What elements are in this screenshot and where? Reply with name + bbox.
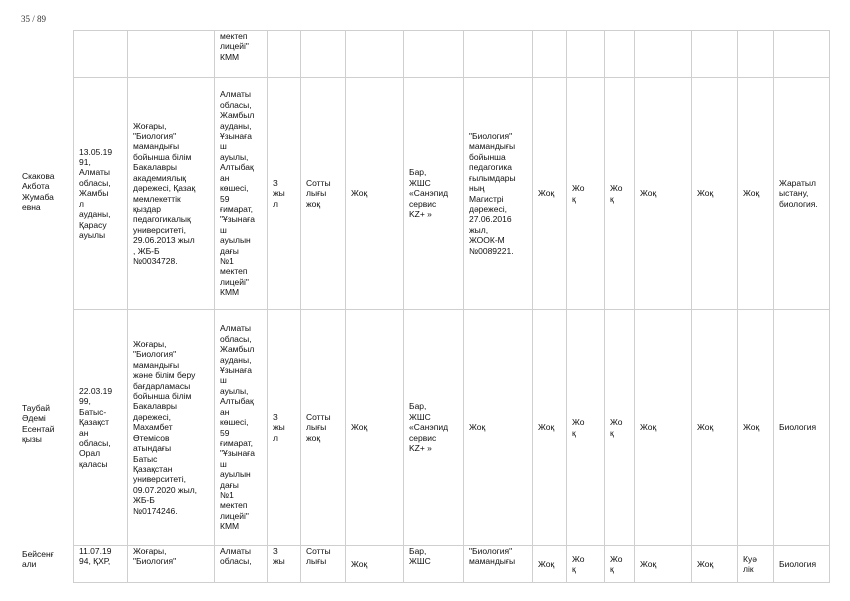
table-cell: [128, 31, 215, 78]
medical-cell: Бар, ЖШС «Санэпид сервис KZ+ »: [404, 310, 464, 546]
table-row: [74, 78, 830, 310]
education-cell: Жоғары, "Биология": [128, 546, 215, 583]
person-name: Бейсенғ али: [22, 549, 54, 570]
conviction-cell: Сотты лығы жоқ: [301, 310, 346, 546]
degree-cell: "Биология" мамандығы: [464, 546, 533, 583]
table-cell: [404, 31, 464, 78]
medical-cell: Бар, ЖШС: [404, 546, 464, 583]
person-name: Таубай Әдемі Есентай қызы: [22, 403, 55, 445]
table-cell: [301, 31, 346, 78]
medical-cell: Бар, ЖШС «Санэпид сервис KZ+ »: [404, 78, 464, 310]
table-cell: Жоқ: [635, 310, 692, 546]
conviction-cell: Сотты лығы: [301, 546, 346, 583]
table-cell: Жоқ: [692, 78, 738, 310]
education-cell: Жоғары, "Биология" мамандығы және білім беру бағдарламасы бойынша білім Бакалавры дәрежесі, Махамбет Өтемісов атындағы Батыс Қазақстан университеті, 09.07.2020 жыл, ЖБ-Б №0174246.: [128, 310, 215, 546]
table-cell: Жо қ: [605, 310, 635, 546]
conviction-cell: Сотты лығы жоқ: [301, 78, 346, 310]
birth-cell: 22.03.19 99, Батыс- Қазақст ан обласы, Орал қаласы: [74, 310, 128, 546]
workplace-cell: Алматы обласы,: [215, 546, 268, 583]
table-cell: Жоқ: [635, 546, 692, 583]
table-row: [74, 31, 830, 78]
table-cell: [774, 31, 830, 78]
degree-cell: Жоқ: [464, 310, 533, 546]
degree-cell: "Биология" мамандығы бойынша педагогика ғылымдары ның Магистрі дәрежесі, 27.06.2016 жыл, ЖООК-М №0089221.: [464, 78, 533, 310]
table-cell: [605, 31, 635, 78]
education-cell: Жоғары, "Биология" мамандығы бойынша білім Бакалавры академиялық дәрежесі, Қазақ мемлекеттік қыздар педагогикалық университеті, 29.06.2013 жыл , ЖБ-Б №0034728.: [128, 78, 215, 310]
table-cell: Жоқ: [738, 310, 774, 546]
birth-cell: 11.07.19 94, ҚХР,: [74, 546, 128, 583]
table-cell: Жоқ: [533, 310, 567, 546]
workplace-cell: Алматы обласы, Жамбыл ауданы, Ұзынаға ш ауылы, Алтыбақ ан көшесі, 59 ғимарат, "Ұзынаға ш ауылын дағы №1 мектеп лицейі" КММ: [215, 78, 268, 310]
subject-cell: Биология: [774, 546, 830, 583]
table-cell: [567, 31, 605, 78]
workplace-cell: Алматы обласы, Жамбыл ауданы, Ұзынаға ш ауылы, Алтыбақ ан көшесі, 59 ғимарат, "Ұзынаға ш ауылын дағы №1 мектеп лицейі" КММ: [215, 310, 268, 546]
table-cell: [635, 31, 692, 78]
table-cell: [464, 31, 533, 78]
table-cell: Жо қ: [567, 546, 605, 583]
table-cell: Жоқ: [533, 546, 567, 583]
table-cell: [692, 31, 738, 78]
table-cell: Жо қ: [567, 310, 605, 546]
table-cell: [533, 31, 567, 78]
table-cell: Жоқ: [346, 546, 404, 583]
page-number: 35 / 89: [21, 14, 47, 24]
table-row: [74, 310, 830, 546]
experience-cell: 3 жы: [268, 546, 301, 583]
table-cell: Жоқ: [692, 310, 738, 546]
experience-cell: 3 жы л: [268, 78, 301, 310]
table-cell: Жоқ: [346, 310, 404, 546]
staff-table: [73, 30, 830, 583]
table-cell: Жоқ: [635, 78, 692, 310]
subject-cell: Биология: [774, 310, 830, 546]
birth-cell: 13.05.19 91, Алматы обласы, Жамбы л ауданы, Қарасу ауылы: [74, 78, 128, 310]
subject-cell: Жаратыл ыстану, биология.: [774, 78, 830, 310]
table-cell: [74, 31, 128, 78]
table-cell: Жо қ: [605, 78, 635, 310]
table-cell: Жо қ: [567, 78, 605, 310]
person-name: Скакова Акбота Жумаба евна: [22, 171, 55, 213]
table-cell: [738, 31, 774, 78]
table-cell: мектеп лицейі" КММ: [215, 31, 268, 78]
table-row: [74, 546, 830, 583]
table-cell: Жоқ: [738, 78, 774, 310]
table-cell: Жоқ: [346, 78, 404, 310]
experience-cell: 3 жы л: [268, 310, 301, 546]
table-cell: [346, 31, 404, 78]
table-cell: [268, 31, 301, 78]
table-cell: Жо қ: [605, 546, 635, 583]
table-cell: Жоқ: [533, 78, 567, 310]
table-cell: Жоқ: [692, 546, 738, 583]
table-cell: Куә лік: [738, 546, 774, 583]
